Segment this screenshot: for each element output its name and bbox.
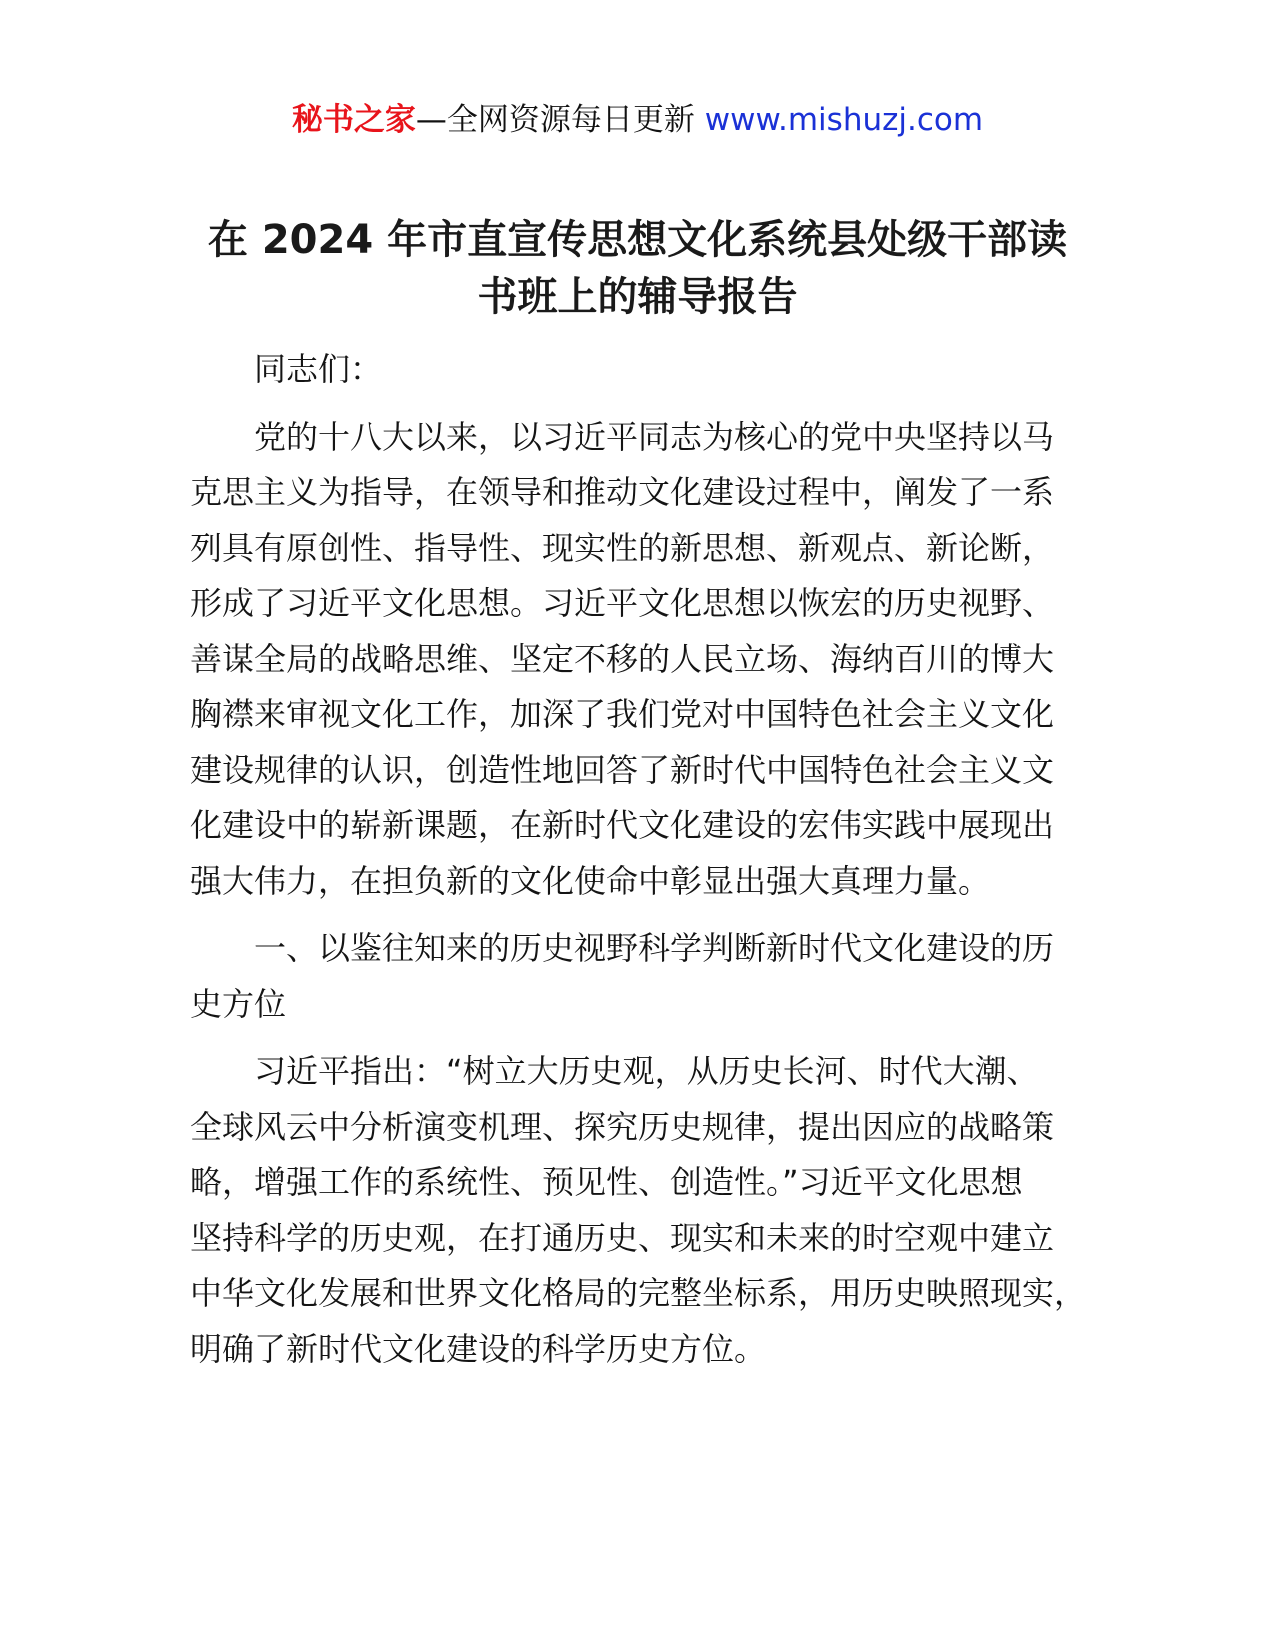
text-line: 习近平指出：“树立大历史观，从历史长河、时代大潮、 [254,1052,1039,1090]
section-heading-1 [190,921,1090,1032]
text-line: 化建设中的崭新课题，在新时代文化建设的宏伟实践中展现出 [190,806,1055,844]
document-title [150,212,1125,326]
text-line: 史方位 [190,984,287,1023]
site-banner [0,98,1275,142]
banner-slogan: —全网资源每日更新 [415,102,695,138]
text-line: 善谋全局的战略思维、坚定不移的人民立场、海纳百川的博大 [190,639,1055,678]
text-line: 略，增强工作的系统性、预见性、创造性。”习近平文化思想 [190,1163,1023,1201]
paragraph-section-1 [190,1044,1090,1377]
paragraph-salutation [190,342,1090,398]
text-line: 全球风云中分析演变机理、探究历史规律，提出因应的战略策 [190,1107,1055,1146]
text-line: 中华文化发展和世界文化格局的完整坐标系，用历史映照现实， [190,1274,1087,1312]
text-line: 明确了新时代文化建设的科学历史方位。 [190,1329,767,1368]
title-line: 在 2024 年市直宣传思想文化系统县处级干部读 [207,217,1068,263]
text-line: 建设规律的认识，创造性地回答了新时代中国特色社会主义文 [190,750,1055,789]
site-url-link[interactable]: www.mishuzj.com [704,102,984,138]
text-line: 一、以鉴往知来的历史视野科学判断新时代文化建设的历 [254,929,1055,967]
text-line: 克思主义为指导，在领导和推动文化建设过程中，阐发了一系 [190,473,1055,511]
text-line: 同志们： [254,350,383,388]
text-line: 强大伟力，在担负新的文化使命中彰显出强大真理力量。 [190,861,991,900]
document-body [190,342,1090,1389]
text-line: 列具有原创性、指导性、现实性的新思想、新观点、新论断， [190,528,1055,567]
text-line: 胸襟来审视文化工作，加深了我们党对中国特色社会主义文化 [190,695,1055,733]
title-line: 书班上的辅导报告 [477,274,798,320]
paragraph-intro [190,410,1090,910]
text-line: 形成了习近平文化思想。习近平文化思想以恢宏的历史视野、 [190,584,1055,622]
brand-name: 秘书之家 [291,102,416,138]
text-line: 坚持科学的历史观，在打通历史、现实和未来的时空观中建立 [190,1218,1055,1257]
text-line: 党的十八大以来，以习近平同志为核心的党中央坚持以马 [254,417,1055,456]
